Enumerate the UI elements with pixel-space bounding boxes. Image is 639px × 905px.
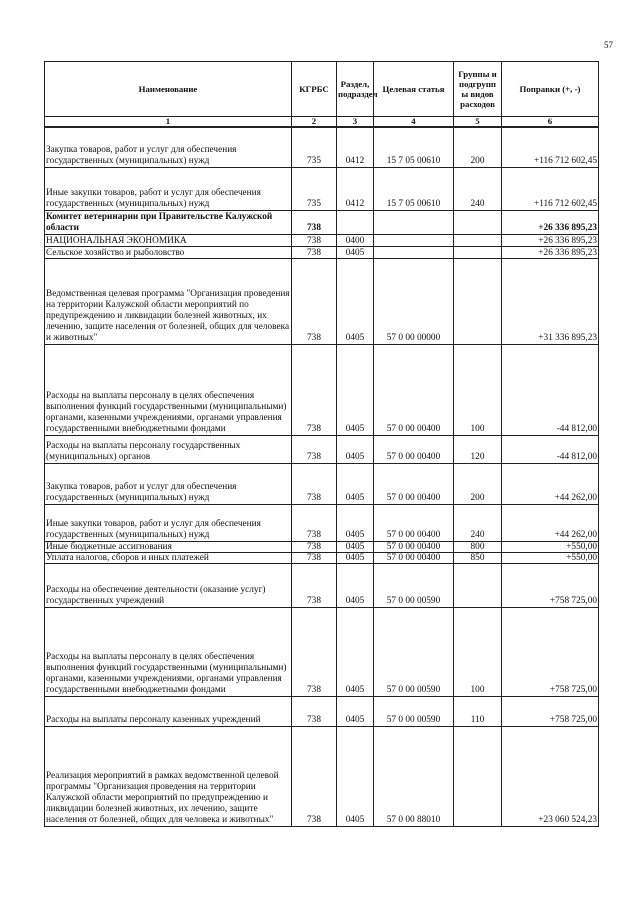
- row-group: [454, 563, 502, 607]
- row-kgrbs: 738: [292, 210, 337, 234]
- row-article: 57 0 00 00400: [374, 552, 454, 563]
- row-amount: +26 336 895,23: [502, 234, 599, 246]
- row-amount: +31 336 895,23: [502, 258, 599, 344]
- row-article: 57 0 00 00590: [374, 607, 454, 696]
- header-kgrbs: КГРБС: [292, 62, 337, 117]
- row-kgrbs: 738: [292, 344, 337, 435]
- row-section: 0405: [337, 344, 374, 435]
- table-row: [45, 258, 599, 344]
- row-section: 0405: [337, 563, 374, 607]
- row-name: Ведомственная целевая программа "Организация проведения на территории Калужской области мероприятий по предупреждению и ликвидации болезней животных, их лечению, защите населения от болезней, общих для человека и животных": [45, 258, 292, 344]
- row-section: 0405: [337, 463, 374, 504]
- column-number: 5: [454, 117, 502, 128]
- row-kgrbs: 738: [292, 541, 337, 552]
- row-name: НАЦИОНАЛЬНАЯ ЭКОНОМИКА: [45, 234, 292, 246]
- row-group: 120: [454, 435, 502, 463]
- row-article: 57 0 00 00000: [374, 258, 454, 344]
- header-article: Целевая статья: [374, 62, 454, 117]
- row-name: Расходы на выплаты персоналу в целях обеспечения выполнения функций государственными (муниципальными) органами, казенными учреждениями, органами управления государственными внебюджетными фондами: [45, 607, 292, 696]
- row-kgrbs: 738: [292, 504, 337, 541]
- row-name: Расходы на выплаты персоналу государственных (муниципальных) органов: [45, 435, 292, 463]
- row-section: 0405: [337, 246, 374, 258]
- row-amount: +23 060 524,23: [502, 726, 599, 826]
- table-row: [45, 563, 599, 607]
- row-kgrbs: 738: [292, 563, 337, 607]
- row-article: [374, 246, 454, 258]
- row-name: Сельское хозяйство и рыболовство: [45, 246, 292, 258]
- row-section: 0405: [337, 552, 374, 563]
- table-row: [45, 607, 599, 696]
- row-article: 57 0 00 00400: [374, 541, 454, 552]
- row-name: Иные бюджетные ассигнования: [45, 541, 292, 552]
- row-section: 0412: [337, 127, 374, 167]
- row-kgrbs: 738: [292, 258, 337, 344]
- row-group: 850: [454, 552, 502, 563]
- column-number: 3: [337, 117, 374, 128]
- table-row: [45, 435, 599, 463]
- column-number: 6: [502, 117, 599, 128]
- row-section: 0405: [337, 504, 374, 541]
- table-row: [45, 463, 599, 504]
- row-group: [454, 210, 502, 234]
- row-article: 57 0 00 00400: [374, 504, 454, 541]
- budget-amendments-table: [44, 61, 599, 827]
- row-name: Реализация мероприятий в рамках ведомственной целевой программы "Организация проведения на территории Калужской области мероприятий по предупреждению и ликвидации болезней животных, их лечению, защите населения от болезней, общих для человека и животных": [45, 726, 292, 826]
- row-amount: +116 712 602,45: [502, 127, 599, 167]
- row-kgrbs: 735: [292, 167, 337, 210]
- row-name: Уплата налогов, сборов и иных платежей: [45, 552, 292, 563]
- row-kgrbs: 738: [292, 234, 337, 246]
- page-number: 57: [604, 40, 613, 50]
- row-article: [374, 210, 454, 234]
- table-row: [45, 210, 599, 234]
- row-group: 200: [454, 463, 502, 504]
- row-name: Иные закупки товаров, работ и услуг для обеспечения государственных (муниципальных) нужд: [45, 504, 292, 541]
- row-section: 0412: [337, 167, 374, 210]
- row-name: Расходы на выплаты персоналу в целях обеспечения выполнения функций государственными (муниципальными) органами, казенными учреждениями, органами управления государственными внебюджетными фондами: [45, 344, 292, 435]
- column-number: 4: [374, 117, 454, 128]
- row-article: 15 7 05 00610: [374, 127, 454, 167]
- row-section: 0405: [337, 541, 374, 552]
- table-header-row: [45, 62, 599, 117]
- row-section: 0405: [337, 726, 374, 826]
- row-amount: +44 262,00: [502, 463, 599, 504]
- column-number: 2: [292, 117, 337, 128]
- row-section: 0405: [337, 258, 374, 344]
- table-row: [45, 127, 599, 167]
- table-row: [45, 167, 599, 210]
- table-row: [45, 344, 599, 435]
- row-kgrbs: 738: [292, 435, 337, 463]
- row-kgrbs: 738: [292, 463, 337, 504]
- row-group: [454, 234, 502, 246]
- table-row: [45, 541, 599, 552]
- header-groups: Группы и подгрупп ы видов расходов: [454, 62, 502, 117]
- row-amount: +758 725,00: [502, 607, 599, 696]
- row-amount: +550,00: [502, 552, 599, 563]
- row-amount: +26 336 895,23: [502, 210, 599, 234]
- row-section: 0405: [337, 696, 374, 726]
- row-kgrbs: 735: [292, 127, 337, 167]
- row-article: 57 0 00 00590: [374, 563, 454, 607]
- row-amount: +550,00: [502, 541, 599, 552]
- row-section: 0405: [337, 607, 374, 696]
- row-group: 100: [454, 344, 502, 435]
- row-amount: -44 812,00: [502, 435, 599, 463]
- row-amount: +26 336 895,23: [502, 246, 599, 258]
- row-amount: -44 812,00: [502, 344, 599, 435]
- row-article: 57 0 00 00590: [374, 696, 454, 726]
- row-amount: +44 262,00: [502, 504, 599, 541]
- row-article: 15 7 05 00610: [374, 167, 454, 210]
- row-name: Иные закупки товаров, работ и услуг для обеспечения государственных (муниципальных) нужд: [45, 167, 292, 210]
- table-row: [45, 552, 599, 563]
- table-row: [45, 726, 599, 826]
- table-row: [45, 696, 599, 726]
- header-name: Наименование: [45, 62, 292, 117]
- row-kgrbs: 738: [292, 246, 337, 258]
- row-group: [454, 726, 502, 826]
- header-section: Раздел, подраздел: [337, 62, 374, 117]
- row-name: Комитет ветеринарии при Правительстве Калужской области: [45, 210, 292, 234]
- row-article: 57 0 00 00400: [374, 435, 454, 463]
- row-amount: +116 712 602,45: [502, 167, 599, 210]
- row-article: 57 0 00 00400: [374, 344, 454, 435]
- row-group: 100: [454, 607, 502, 696]
- table-row: [45, 504, 599, 541]
- row-name: Расходы на обеспечение деятельности (оказание услуг) государственных учреждений: [45, 563, 292, 607]
- column-number: 1: [45, 117, 292, 128]
- row-section: [337, 210, 374, 234]
- row-name: Закупка товаров, работ и услуг для обеспечения государственных (муниципальных) нужд: [45, 463, 292, 504]
- row-group: 240: [454, 167, 502, 210]
- row-amount: +758 725,00: [502, 696, 599, 726]
- row-kgrbs: 738: [292, 607, 337, 696]
- row-article: 57 0 00 00400: [374, 463, 454, 504]
- table-row: [45, 246, 599, 258]
- row-name: Закупка товаров, работ и услуг для обеспечения государственных (муниципальных) нужд: [45, 127, 292, 167]
- row-name: Расходы на выплаты персоналу казенных учреждений: [45, 696, 292, 726]
- row-amount: +758 725,00: [502, 563, 599, 607]
- row-article: [374, 234, 454, 246]
- row-group: [454, 246, 502, 258]
- row-group: [454, 258, 502, 344]
- header-amendments: Поправки (+, -): [502, 62, 599, 117]
- row-group: 800: [454, 541, 502, 552]
- row-kgrbs: 738: [292, 726, 337, 826]
- row-section: 0400: [337, 234, 374, 246]
- row-article: 57 0 00 88010: [374, 726, 454, 826]
- row-section: 0405: [337, 435, 374, 463]
- row-kgrbs: 738: [292, 552, 337, 563]
- row-group: 200: [454, 127, 502, 167]
- row-group: 240: [454, 504, 502, 541]
- row-kgrbs: 738: [292, 696, 337, 726]
- column-numbers-row: [45, 117, 599, 128]
- row-group: 110: [454, 696, 502, 726]
- table-row: [45, 234, 599, 246]
